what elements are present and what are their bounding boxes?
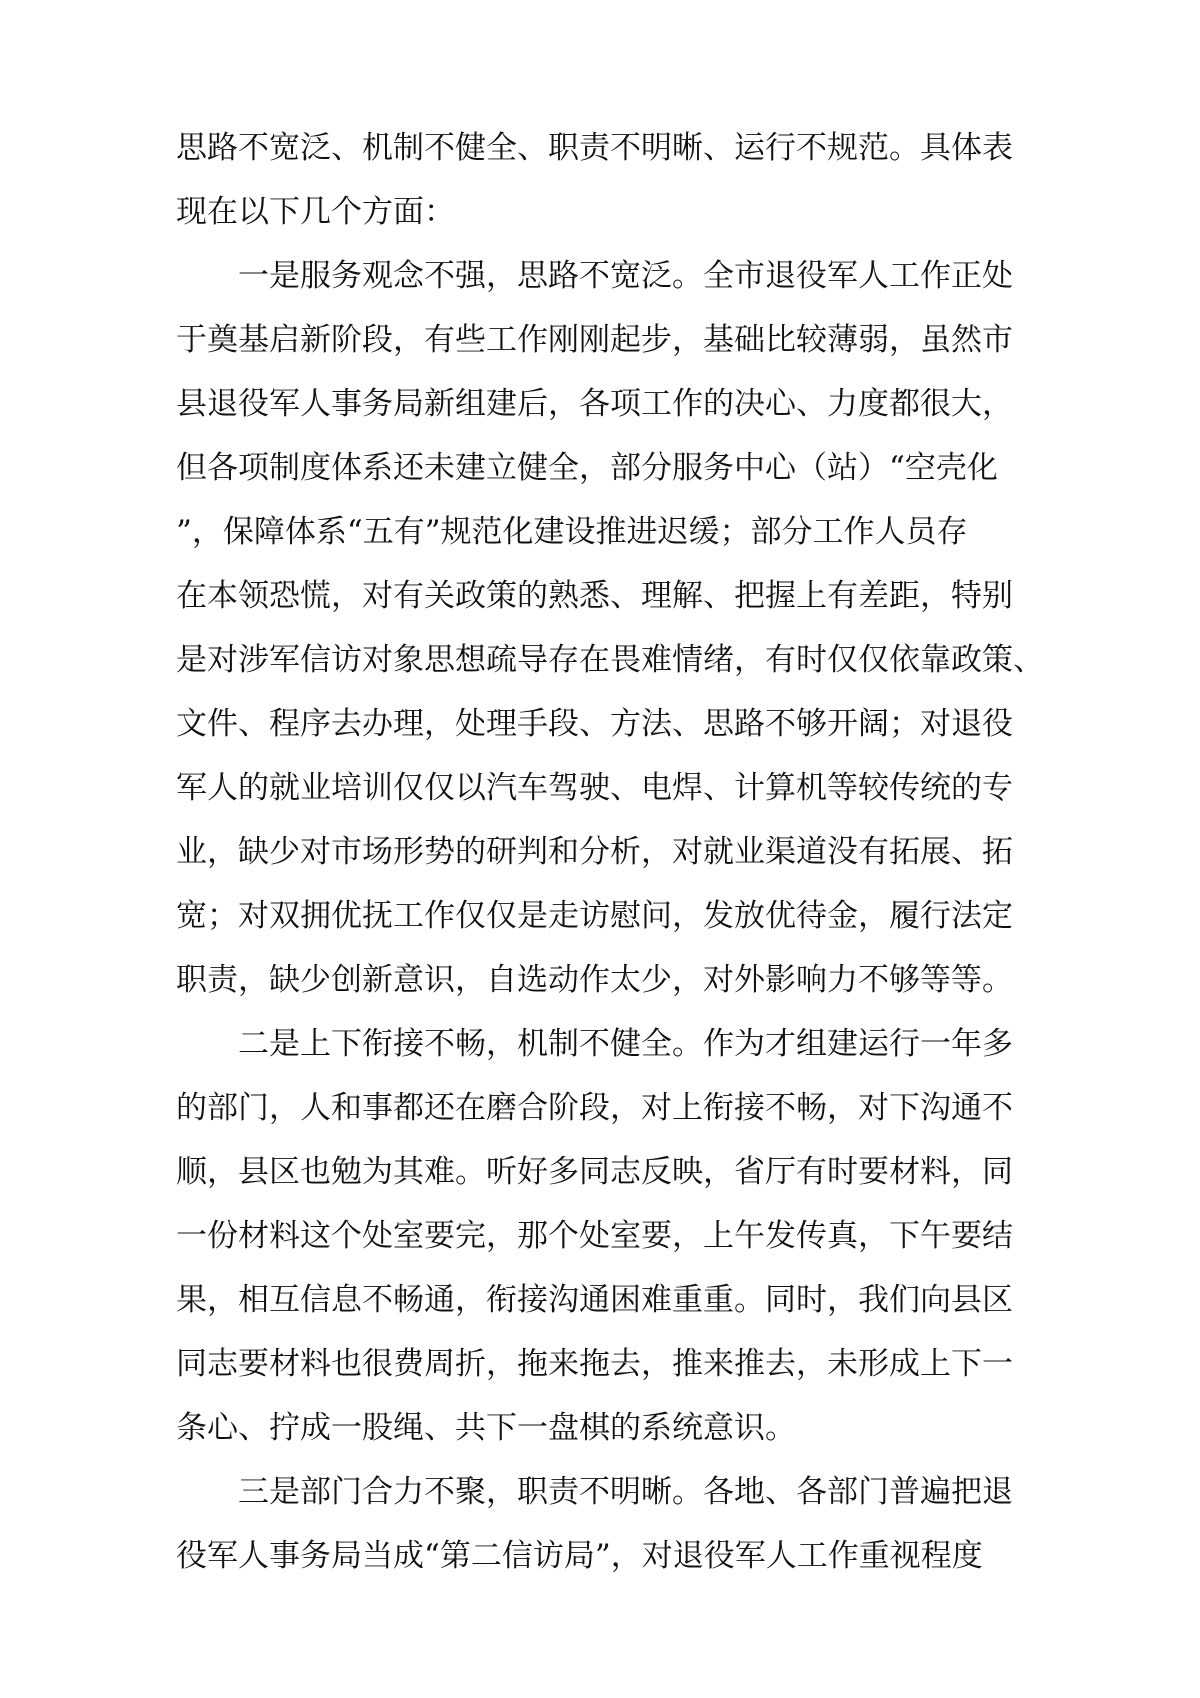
text-line: 思路不宽泛、机制不健全、职责不明晰、运行不规范。具体表 xyxy=(176,130,1013,166)
document-body xyxy=(176,116,1044,1588)
text-line: 是对涉军信访对象思想疏导存在畏难情绪，有时仅仅依靠政策、 xyxy=(176,642,1044,678)
paragraph-start-line: 三是部门合力不聚，职责不明晰。各地、各部门普遍把退 xyxy=(238,1474,1013,1510)
text-line: 一份材料这个处室要完，那个处室要，上午发传真，下午要结 xyxy=(176,1218,1013,1254)
text-line: 宽；对双拥优抚工作仅仅是走访慰问，发放优待金，履行法定 xyxy=(176,898,1013,934)
text-line: 于奠基启新阶段，有些工作刚刚起步，基础比较薄弱，虽然市 xyxy=(176,322,1013,358)
text-line: 果，相互信息不畅通，衔接沟通困难重重。同时，我们向县区 xyxy=(176,1282,1013,1318)
text-line: 的部门，人和事都还在磨合阶段，对上衔接不畅，对下沟通不 xyxy=(176,1090,1013,1126)
text-line: 顺，县区也勉为其难。听好多同志反映，省厅有时要材料，同 xyxy=(176,1154,1013,1190)
text-line: 役军人事务局当成“第二信访局”，对退役军人工作重视程度 xyxy=(176,1538,983,1574)
text-line: 文件、程序去办理，处理手段、方法、思路不够开阔；对退役 xyxy=(176,706,1013,742)
text-line: 县退役军人事务局新组建后，各项工作的决心、力度都很大， xyxy=(176,386,1013,422)
text-line: 现在以下几个方面： xyxy=(176,194,455,230)
text-line: 职责，缺少创新意识，自选动作太少，对外影响力不够等等。 xyxy=(176,962,1013,998)
text-line: 在本领恐慌，对有关政策的熟悉、理解、把握上有差距，特别 xyxy=(176,578,1013,614)
paragraph-start-line: 一是服务观念不强，思路不宽泛。全市退役军人工作正处 xyxy=(238,258,1013,294)
paragraph-start-line: 二是上下衔接不畅，机制不健全。作为才组建运行一年多 xyxy=(238,1026,1013,1062)
text-line: ”，保障体系“五有”规范化建设推进迟缓；部分工作人员存 xyxy=(176,514,968,550)
text-line: 军人的就业培训仅仅以汽车驾驶、电焊、计算机等较传统的专 xyxy=(176,770,1013,806)
text-line: 条心、拧成一股绳、共下一盘棋的系统意识。 xyxy=(176,1410,796,1446)
text-line: 业，缺少对市场形势的研判和分析，对就业渠道没有拓展、拓 xyxy=(176,834,1013,870)
text-line: 同志要材料也很费周折，拖来拖去，推来推去，未形成上下一 xyxy=(176,1346,1013,1382)
text-line: 但各项制度体系还未建立健全，部分服务中心（站）“空壳化 xyxy=(176,450,998,486)
